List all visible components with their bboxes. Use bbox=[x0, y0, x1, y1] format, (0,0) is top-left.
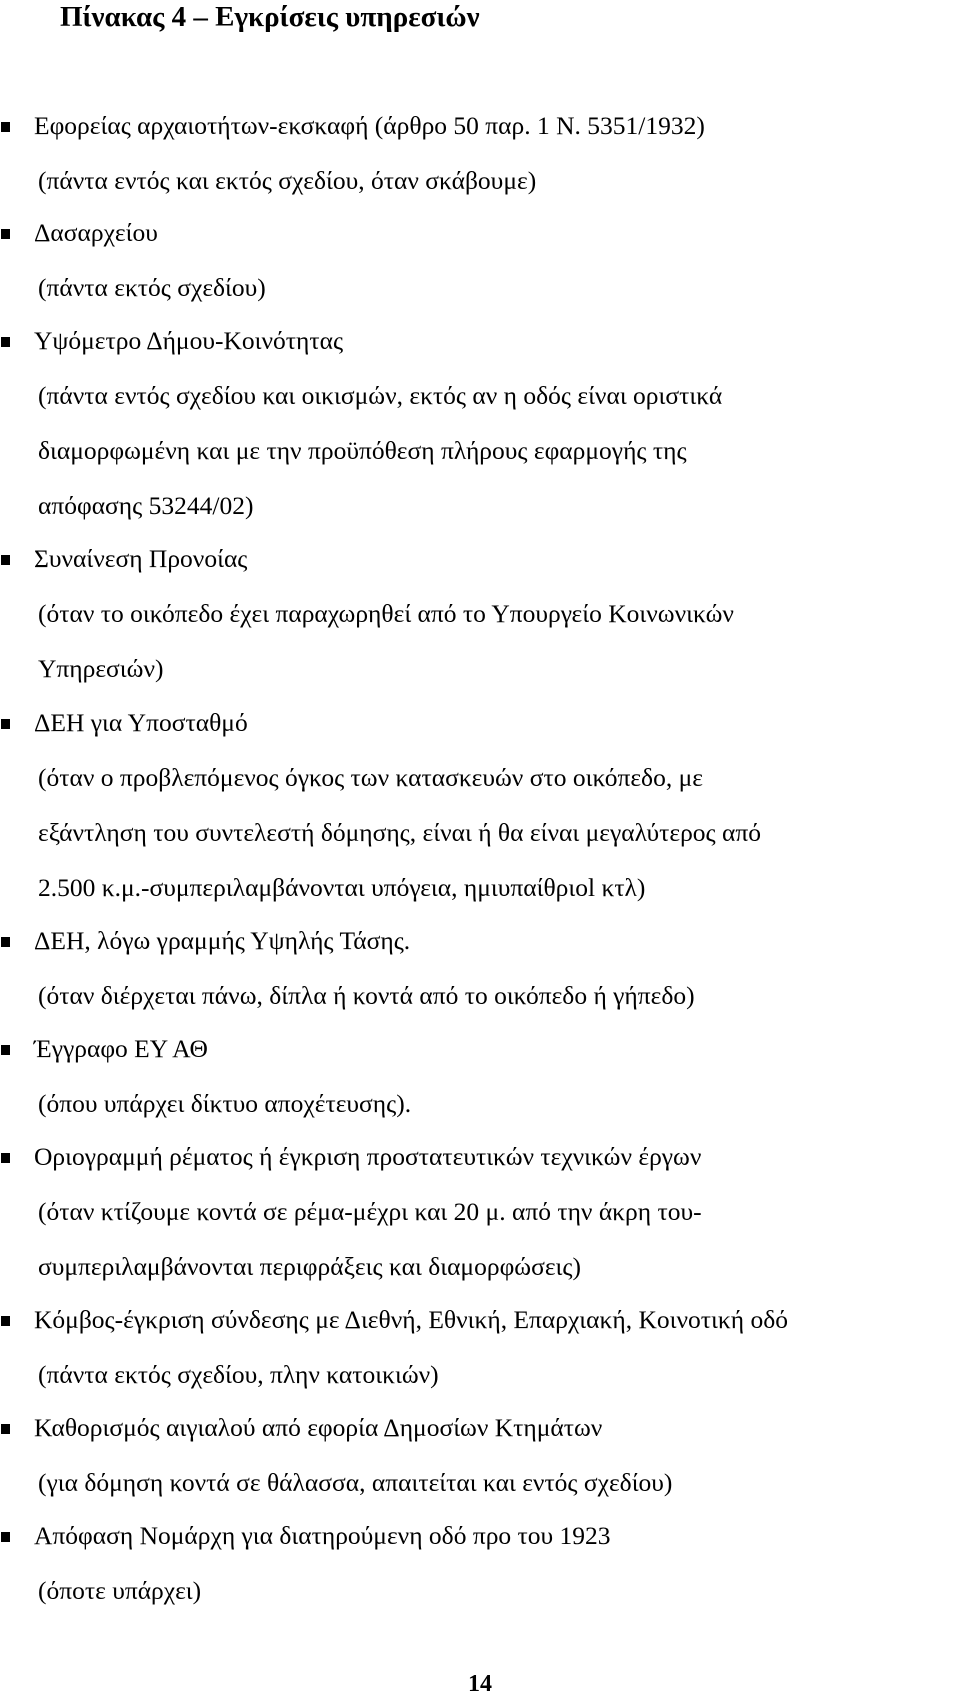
bullet-icon bbox=[1, 1153, 10, 1163]
item-heading: Κόμβος-έγκριση σύνδεσης με Διεθνή, Εθνική, Επαρχιακή, Κοινοτική οδό bbox=[34, 1305, 788, 1334]
bullet-icon bbox=[1, 1532, 10, 1542]
item-detail: (πάντα εκτός σχεδίου, πλην κατοικιών) bbox=[38, 1360, 439, 1389]
item-detail: (όταν κτίζουμε κοντά σε ρέμα-μέχρι και 20 μ. από την άκρη του- bbox=[38, 1197, 702, 1226]
item-detail: Υπηρεσιών) bbox=[38, 654, 164, 683]
item-detail: 2.500 κ.μ.-συμπεριλαμβάνονται υπόγεια, ημιυπαίθριοl κτλ) bbox=[38, 873, 646, 902]
item-heading: Υψόμετρο Δήμου-Κοινότητας bbox=[34, 326, 344, 355]
bullet-icon bbox=[1, 1045, 10, 1055]
item-heading: ΔΕΗ, λόγω γραμμής Υψηλής Τάσης. bbox=[34, 926, 411, 955]
bullet-icon bbox=[1, 1316, 10, 1326]
item-heading: Οριογραμμή ρέματος ή έγκριση προστατευτικών τεχνικών έργων bbox=[34, 1142, 702, 1171]
bullet-icon bbox=[1, 229, 10, 239]
item-detail: συμπεριλαμβάνονται περιφράξεις και διαμορφώσεις) bbox=[38, 1252, 581, 1281]
bullet-icon bbox=[1, 1424, 10, 1434]
item-heading: Έγγραφο ΕΥ ΑΘ bbox=[34, 1034, 208, 1063]
item-detail: (όταν διέρχεται πάνω, δίπλα ή κοντά από το οικόπεδο ή γήπεδο) bbox=[38, 981, 695, 1010]
item-detail: απόφασης 53244/02) bbox=[38, 491, 254, 520]
bullet-icon bbox=[1, 719, 10, 729]
bullet-icon bbox=[1, 122, 10, 132]
item-heading: Εφορείας αρχαιοτήτων-εκσκαφή (άρθρο 50 παρ. 1 Ν. 5351/1932) bbox=[34, 111, 705, 140]
bullet-icon bbox=[1, 555, 10, 565]
page-title: Πίνακας 4 – Εγκρίσεις υπηρεσιών bbox=[60, 1, 480, 33]
item-heading: Καθορισμός αιγιαλού από εφορία Δημοσίων Κτημάτων bbox=[34, 1413, 603, 1442]
bullet-icon bbox=[1, 937, 10, 947]
bullet-icon bbox=[1, 337, 10, 347]
page-number: 14 bbox=[468, 1671, 492, 1697]
item-detail: διαμορφωμένη και με την προϋπόθεση πλήρους εφαρμογής της bbox=[38, 436, 687, 465]
item-detail: (πάντα εντός σχεδίου και οικισμών, εκτός αν η οδός είναι οριστικά bbox=[38, 381, 723, 410]
item-heading: Απόφαση Νομάρχη για διατηρούμενη οδό προ του 1923 bbox=[34, 1521, 611, 1550]
item-heading: Συναίνεση Προνοίας bbox=[34, 544, 248, 573]
item-detail: (όποτε υπάρχει) bbox=[38, 1576, 202, 1605]
item-detail: (όπου υπάρχει δίκτυο αποχέτευσης). bbox=[38, 1089, 412, 1118]
item-detail: (για δόμηση κοντά σε θάλασσα, απαιτείται και εντός σχεδίου) bbox=[38, 1468, 673, 1497]
item-detail: εξάντληση του συντελεστή δόμησης, είναι ή θα είναι μεγαλύτερος από bbox=[38, 818, 762, 847]
item-detail: (πάντα εντός και εκτός σχεδίου, όταν σκάβουμε) bbox=[38, 166, 537, 195]
item-detail: (πάντα εκτός σχεδίου) bbox=[38, 273, 266, 302]
item-detail: (όταν ο προβλεπόμενος όγκος των κατασκευών στο οικόπεδο, με bbox=[38, 763, 703, 792]
item-detail: (όταν το οικόπεδο έχει παραχωρηθεί από το Υπουργείο Κοινωνικών bbox=[38, 599, 734, 628]
item-heading: ΔΕΗ για Υποσταθμό bbox=[34, 708, 248, 737]
item-heading: Δασαρχείου bbox=[34, 218, 158, 247]
